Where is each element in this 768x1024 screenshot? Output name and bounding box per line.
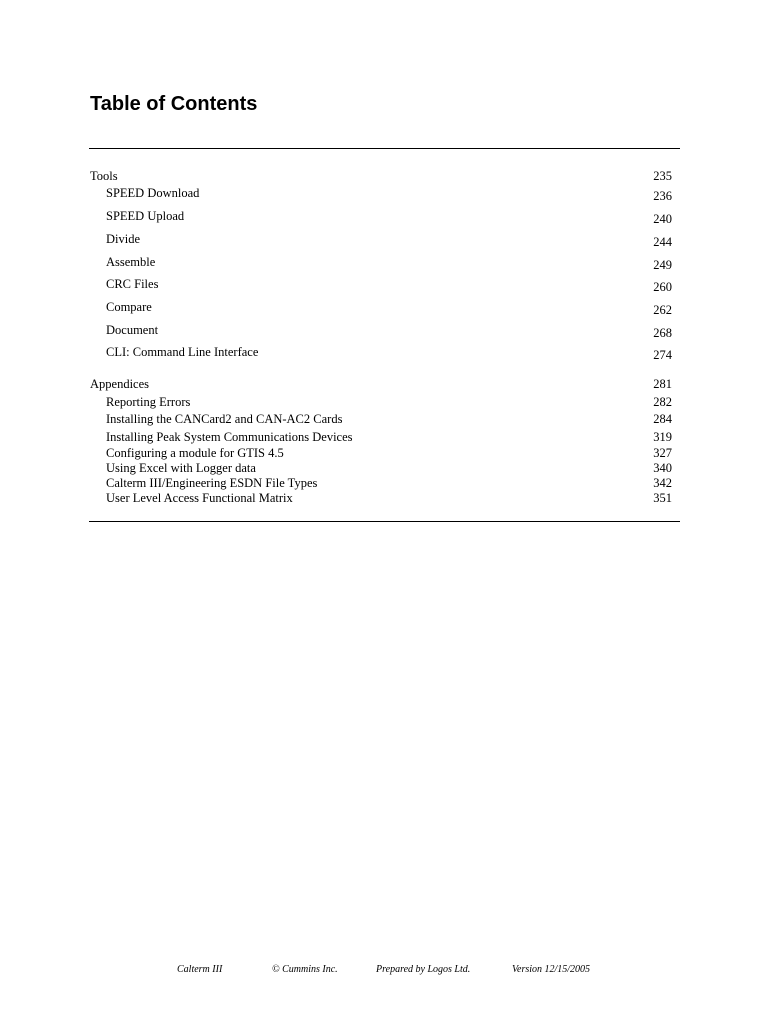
toc-section-label: Appendices [90,377,150,391]
toc-item-label: Using Excel with Logger data [106,461,256,475]
toc-item-label: Compare [106,300,152,314]
toc-page-number: 240 [653,212,672,226]
toc-item[interactable] [90,476,672,492]
toc-page-number: 274 [653,348,672,362]
toc-page-number: 260 [653,280,672,294]
footer-product: Calterm III [177,964,223,975]
toc-page-number: 342 [653,476,672,490]
toc-item-label: CRC Files [106,277,159,291]
page-title: Table of Contents [90,93,258,115]
toc-item[interactable] [90,345,672,361]
toc-item-label: Reporting Errors [106,395,191,409]
toc-item[interactable] [90,232,672,248]
toc-item-label: Document [106,323,159,337]
toc-item-label: Calterm III/Engineering ESDN File Types [106,476,318,490]
toc-section-tools[interactable] [90,169,672,185]
toc-section-label: Tools [90,169,118,183]
toc-page-number: 235 [653,169,672,183]
toc-page-number: 268 [653,326,672,340]
toc-item[interactable] [90,412,672,428]
toc-page-number: 284 [653,412,672,426]
toc-item[interactable] [90,461,672,477]
bottom-divider [89,521,680,522]
toc-page-number: 244 [653,235,672,249]
footer-copyright: © Cummins Inc. [272,964,338,975]
toc-item-label: User Level Access Functional Matrix [106,491,293,505]
toc-item[interactable] [90,446,672,462]
toc-item-label: CLI: Command Line Interface [106,345,259,359]
toc-page-number: 351 [653,491,672,505]
footer-version: Version 12/15/2005 [512,964,591,975]
toc-page-number: 236 [653,189,672,203]
toc-item-label: Configuring a module for GTIS 4.5 [106,446,284,460]
toc-item[interactable] [90,300,672,316]
toc-item-label: Assemble [106,255,156,269]
toc-item[interactable] [90,395,672,411]
toc-page-number: 262 [653,303,672,317]
toc-item[interactable] [90,277,672,293]
toc-item-label: Installing the CANCard2 and CAN-AC2 Cards [106,412,343,426]
toc-section-appendices[interactable] [90,377,672,393]
top-divider [89,148,680,149]
toc-item-label: SPEED Upload [106,209,185,223]
toc-page-number: 340 [653,461,672,475]
toc-item[interactable] [90,430,672,446]
toc-item[interactable] [90,209,672,225]
toc-page-number: 327 [653,446,672,460]
toc-item[interactable] [90,491,672,507]
toc-page-number: 281 [653,377,672,391]
footer-prepared-by: Prepared by Logos Ltd. [376,964,471,975]
toc-page-number: 282 [653,395,672,409]
toc-item-label: SPEED Download [106,186,200,200]
toc-page-number: 249 [653,258,672,272]
toc-item-label: Installing Peak System Communications Devices [106,430,353,444]
toc-page-number: 319 [653,430,672,444]
toc-item[interactable] [90,255,672,271]
toc-item-label: Divide [106,232,141,246]
toc-item[interactable] [90,187,672,203]
toc-item[interactable] [90,323,672,339]
